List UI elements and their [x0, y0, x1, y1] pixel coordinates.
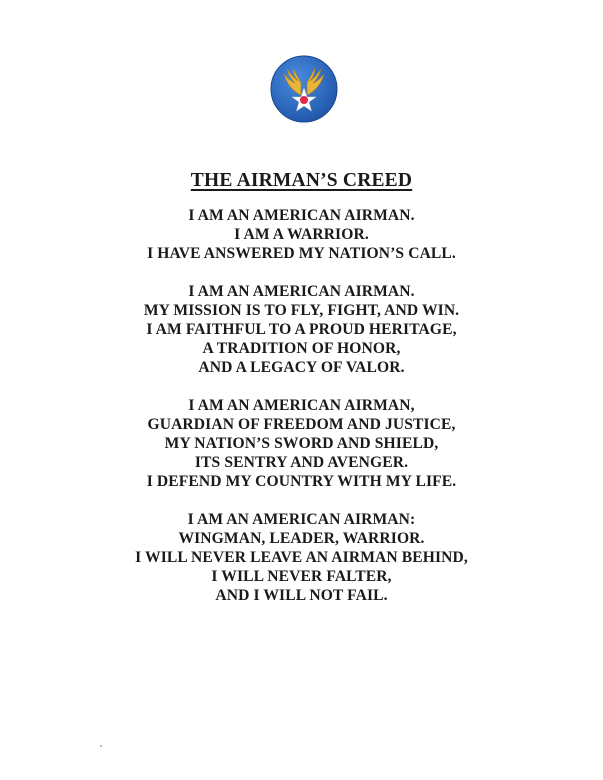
creed-line: I AM AN AMERICAN AIRMAN, — [188, 397, 415, 414]
creed-line: WINGMAN, LEADER, WARRIOR. — [178, 530, 425, 547]
creed-line: I AM FAITHFUL TO A PROUD HERITAGE, — [146, 321, 457, 338]
stanza-4 — [0, 510, 603, 605]
creed-line: I WILL NEVER FALTER, — [211, 568, 392, 585]
creed-line: GUARDIAN OF FREEDOM AND JUSTICE, — [147, 416, 456, 433]
army-air-forces-emblem-icon — [270, 55, 338, 123]
stanza-3 — [0, 396, 603, 491]
creed-body — [0, 206, 603, 624]
creed-line: I AM AN AMERICAN AIRMAN: — [187, 511, 416, 528]
creed-line: MY NATION’S SWORD AND SHIELD, — [164, 435, 439, 452]
creed-line: MY MISSION IS TO FLY, FIGHT, AND WIN. — [143, 302, 460, 319]
creed-line: I HAVE ANSWERED MY NATION’S CALL. — [147, 245, 456, 262]
creed-line: AND I WILL NOT FAIL. — [215, 587, 388, 604]
creed-line: I AM AN AMERICAN AIRMAN. — [188, 283, 415, 300]
creed-line: I DEFEND MY COUNTRY WITH MY LIFE. — [146, 473, 457, 490]
stanza-1 — [0, 206, 603, 263]
page-title: THE AIRMAN’S CREED — [190, 170, 413, 191]
creed-line: I AM AN AMERICAN AIRMAN. — [188, 207, 415, 224]
stanza-2 — [0, 282, 603, 377]
creed-line: AND A LEGACY OF VALOR. — [198, 359, 405, 376]
creed-line: A TRADITION OF HONOR, — [202, 340, 401, 357]
creed-line: I AM A WARRIOR. — [234, 226, 369, 243]
scan-speck — [100, 745, 102, 747]
creed-line: ITS SENTRY AND AVENGER. — [194, 454, 409, 471]
creed-line: I WILL NEVER LEAVE AN AIRMAN BEHIND, — [135, 549, 468, 566]
